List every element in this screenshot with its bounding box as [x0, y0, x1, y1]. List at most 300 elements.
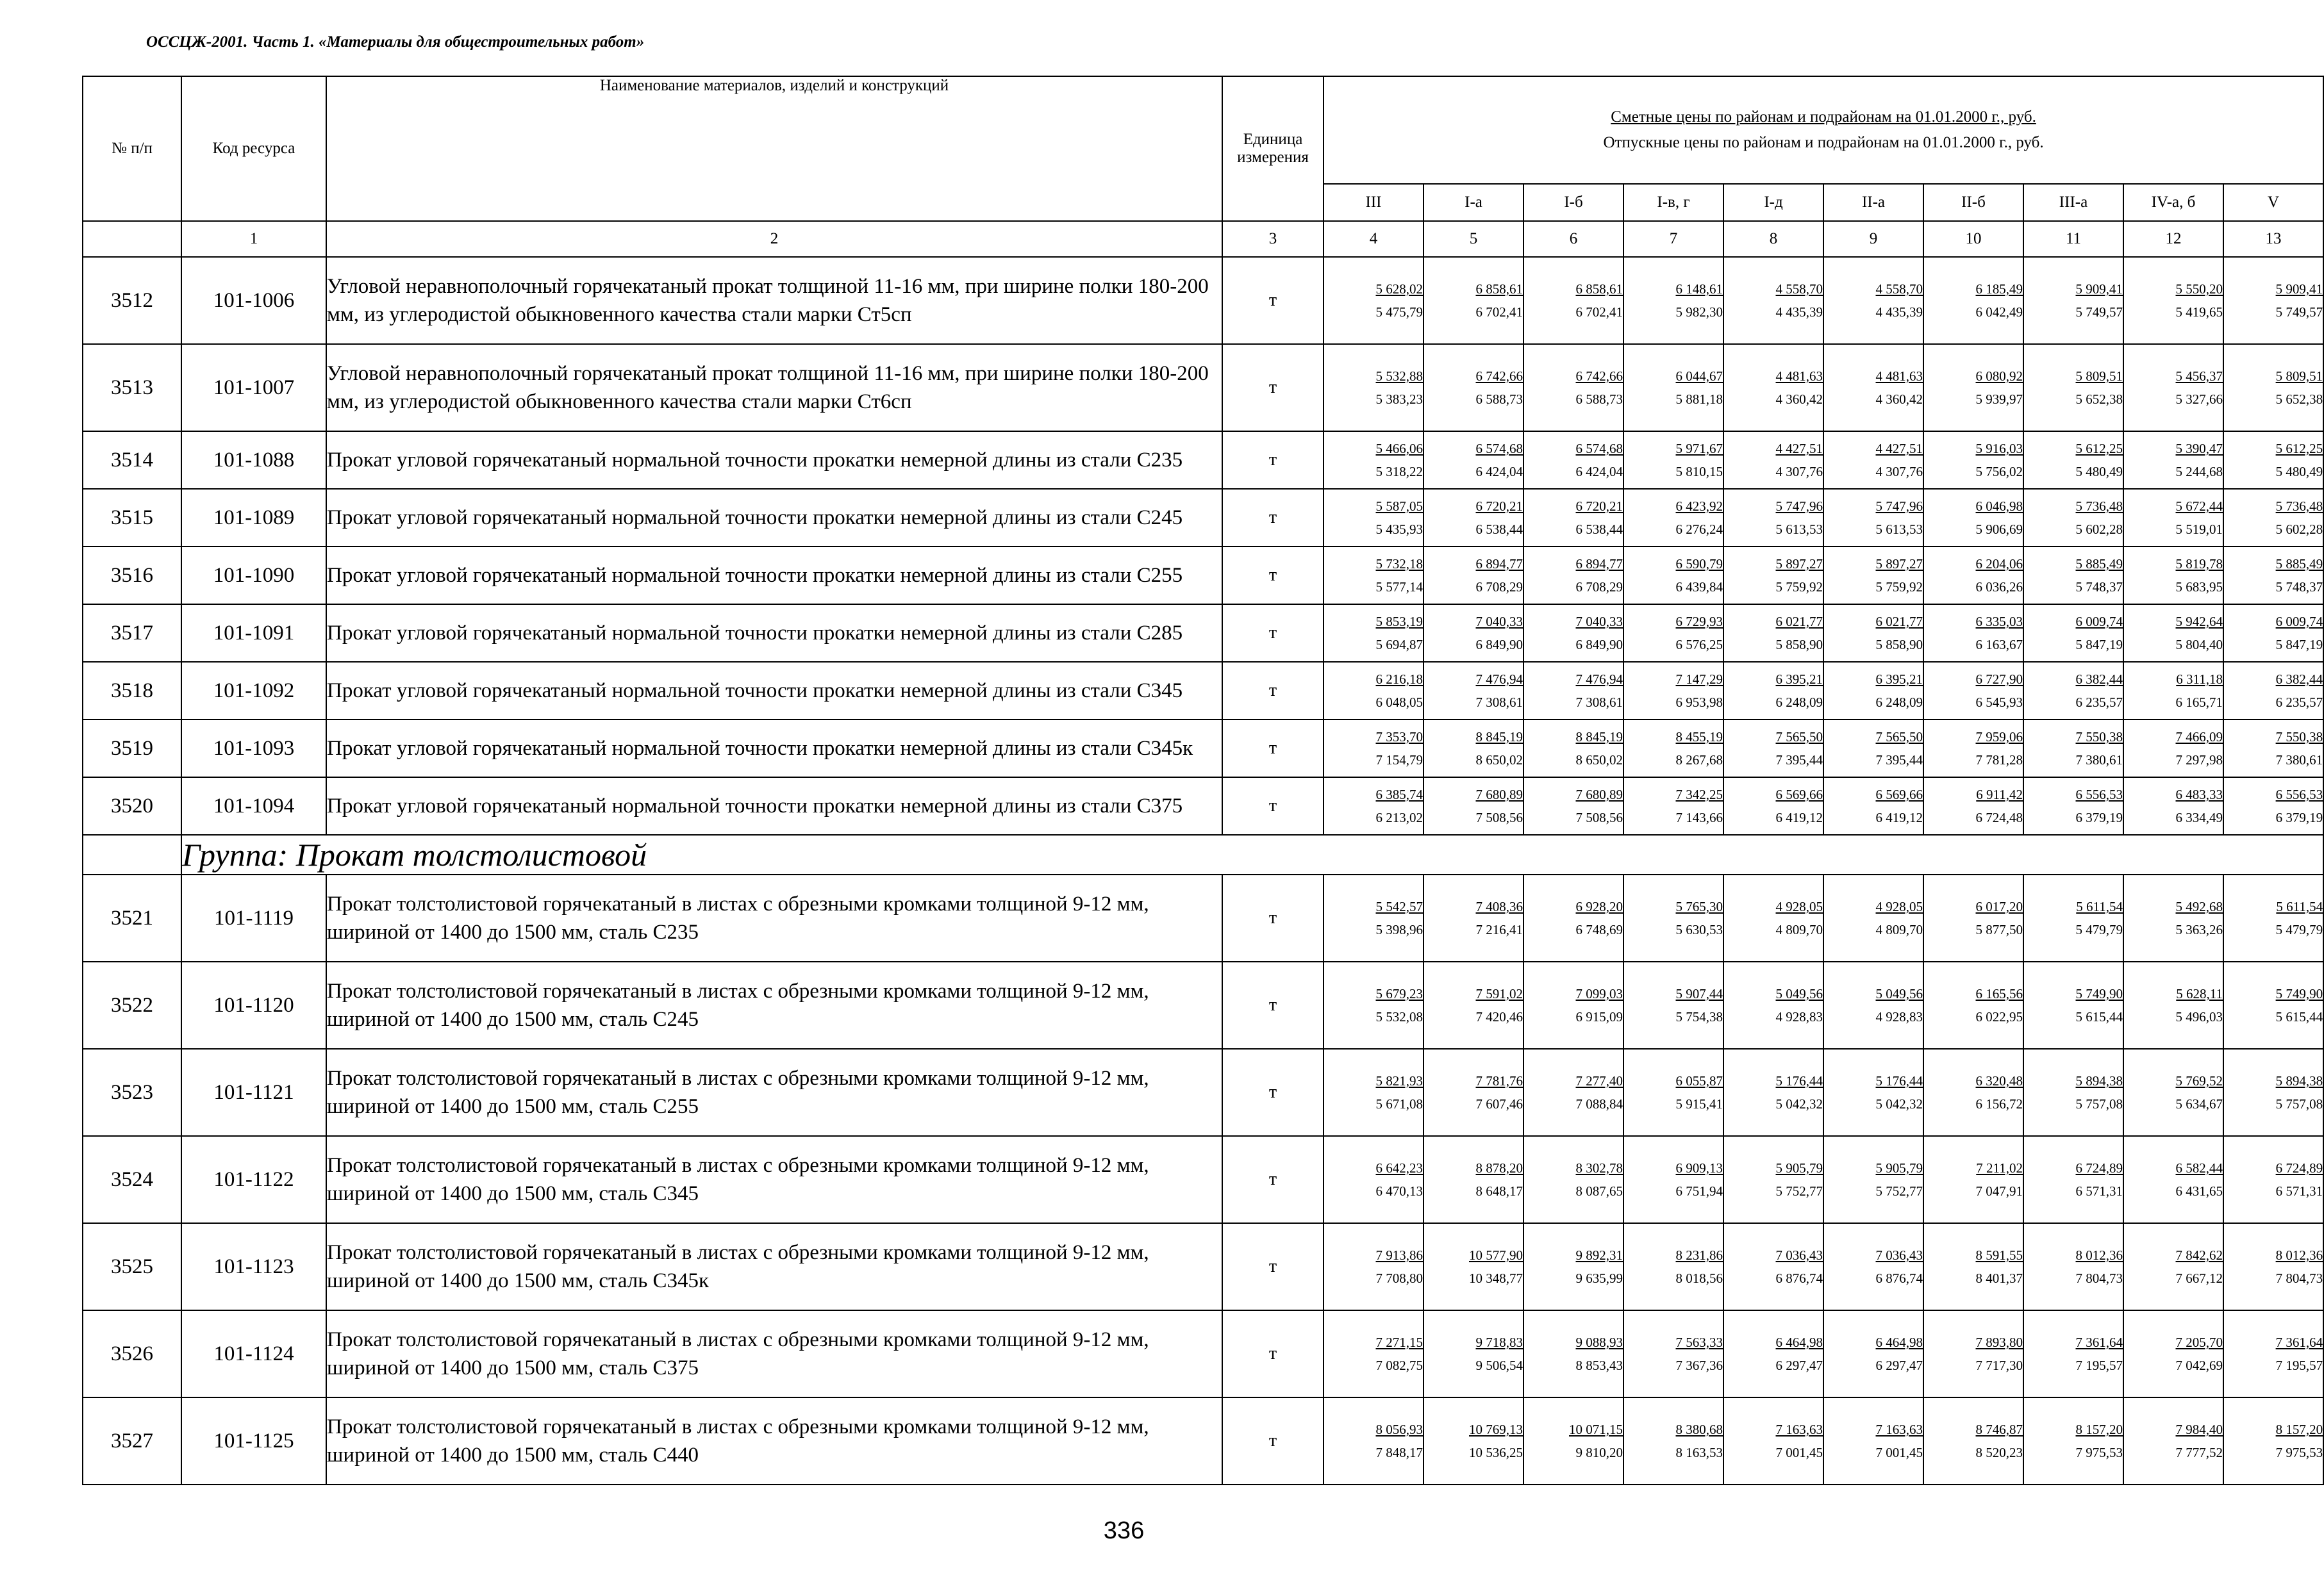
price-cell	[1324, 1049, 1423, 1136]
release-price: 5 475,79	[1375, 304, 1423, 320]
estimate-price: 7 680,89	[1475, 787, 1523, 802]
estimate-price: 5 532,88	[1375, 368, 1423, 384]
price-cell	[2123, 1397, 2223, 1485]
release-price: 5 858,90	[1775, 637, 1823, 652]
release-price: 7 042,69	[2175, 1358, 2223, 1373]
estimate-price: 6 483,33	[2175, 787, 2223, 802]
price-cell	[1823, 1310, 1923, 1397]
price-cell	[1623, 1223, 1723, 1310]
price-cell	[1623, 489, 1723, 547]
estimate-price: 8 231,86	[1675, 1247, 1723, 1263]
release-price: 6 213,02	[1375, 810, 1423, 825]
estimate-price: 7 271,15	[1375, 1335, 1423, 1350]
estimate-price: 6 382,44	[2075, 671, 2123, 687]
release-price: 5 754,38	[1675, 1009, 1723, 1025]
estimate-price: 7 163,63	[1875, 1422, 1923, 1437]
price-cell	[1623, 431, 1723, 489]
estimate-price: 6 464,98	[1775, 1335, 1823, 1350]
table-row	[83, 662, 2323, 720]
price-cell	[1923, 1397, 2023, 1485]
price-cell	[1423, 489, 1523, 547]
price-cell	[1823, 1049, 1923, 1136]
release-price: 5 749,57	[2075, 304, 2123, 320]
estimate-price: 5 819,78	[2175, 556, 2223, 572]
release-price: 7 848,17	[1375, 1445, 1423, 1460]
release-price: 6 248,09	[1775, 695, 1823, 710]
price-cell	[1423, 604, 1523, 662]
release-price: 8 650,02	[1575, 752, 1623, 768]
material-name: Прокат угловой горячекатаный нормальной точности прокатки немерной длины из стали С345к	[326, 720, 1222, 777]
page-number: 336	[1103, 1517, 1145, 1544]
estimate-price: 7 040,33	[1575, 614, 1623, 629]
price-cell	[1423, 547, 1523, 604]
resource-code: 101-1120	[181, 962, 326, 1049]
price-cell	[2123, 257, 2223, 344]
release-price: 6 036,26	[1975, 579, 2023, 595]
release-price: 5 757,08	[2275, 1096, 2323, 1112]
estimate-price: 5 747,96	[1775, 498, 1823, 514]
estimate-price: 5 466,06	[1375, 441, 1423, 456]
release-price: 5 615,44	[2275, 1009, 2323, 1025]
table-row	[83, 547, 2323, 604]
release-price: 6 545,93	[1975, 695, 2023, 710]
release-price: 6 431,65	[2175, 1183, 2223, 1199]
release-price: 8 520,23	[1975, 1445, 2023, 1460]
release-price: 4 360,42	[1875, 391, 1923, 407]
price-cell	[1623, 344, 1723, 431]
row-number: 3522	[83, 962, 181, 1049]
release-price: 6 849,90	[1475, 637, 1523, 652]
price-cell	[1423, 720, 1523, 777]
estimate-price: 6 582,44	[2175, 1160, 2223, 1176]
price-table	[82, 76, 2324, 1485]
price-cell	[2123, 662, 2223, 720]
price-cell	[2223, 431, 2323, 489]
estimate-price: 10 071,15	[1569, 1422, 1623, 1437]
estimate-price: 5 905,79	[1875, 1160, 1923, 1176]
estimate-price: 5 628,11	[2176, 986, 2223, 1001]
release-price: 6 538,44	[1575, 522, 1623, 537]
estimate-price: 6 556,53	[2275, 787, 2323, 802]
estimate-price: 7 565,50	[1875, 729, 1923, 745]
estimate-price: 7 466,09	[2175, 729, 2223, 745]
price-cell	[1923, 1223, 2023, 1310]
estimate-price: 6 185,49	[1975, 281, 2023, 297]
estimate-price: 5 732,18	[1375, 556, 1423, 572]
district-header: IV-а, б	[2123, 184, 2223, 221]
material-name: Прокат угловой горячекатаный нормальной точности прокатки немерной длины из стали С285	[326, 604, 1222, 662]
column-number: 6	[1523, 221, 1623, 257]
price-cell	[2123, 1136, 2223, 1223]
release-price: 6 419,12	[1875, 810, 1923, 825]
release-price: 5 906,69	[1975, 522, 2023, 537]
release-price: 7 308,61	[1575, 695, 1623, 710]
release-price: 6 571,31	[2075, 1183, 2123, 1199]
price-cell	[2023, 777, 2123, 835]
price-cell	[2023, 604, 2123, 662]
price-cell	[2223, 604, 2323, 662]
price-cell	[2123, 344, 2223, 431]
release-price: 5 982,30	[1675, 304, 1723, 320]
release-price: 6 048,05	[1375, 695, 1423, 710]
release-price: 7 297,98	[2175, 752, 2223, 768]
price-cell	[1623, 875, 1723, 962]
release-price: 9 810,20	[1575, 1445, 1623, 1460]
price-cell	[1723, 257, 1823, 344]
estimate-price: 5 853,19	[1375, 614, 1423, 629]
estimate-price: 6 911,42	[1976, 787, 2023, 802]
estimate-price: 4 427,51	[1875, 441, 1923, 456]
material-name: Прокат толстолистовой горячекатаный в листах с обрезными кромками толщиной 9-12 мм, шириной от 1400 до 1500 мм, сталь С345к	[326, 1223, 1222, 1310]
price-cell	[1823, 344, 1923, 431]
column-number: 8	[1723, 221, 1823, 257]
price-cell	[1823, 431, 1923, 489]
estimate-price: 5 736,48	[2275, 498, 2323, 514]
price-cell	[2223, 962, 2323, 1049]
estimate-price: 5 749,90	[2075, 986, 2123, 1001]
release-price: 5 881,18	[1675, 391, 1723, 407]
price-cell	[2023, 547, 2123, 604]
unit-of-measure: т	[1222, 1310, 1324, 1397]
material-name: Прокат угловой горячекатаный нормальной точности прокатки немерной длины из стали С235	[326, 431, 1222, 489]
estimate-price: 8 157,20	[2075, 1422, 2123, 1437]
release-price: 7 154,79	[1375, 752, 1423, 768]
row-number: 3524	[83, 1136, 181, 1223]
estimate-price: 7 040,33	[1475, 614, 1523, 629]
release-price: 7 001,45	[1775, 1445, 1823, 1460]
price-cell	[1324, 1310, 1423, 1397]
release-price: 7 420,46	[1475, 1009, 1523, 1025]
price-cell	[1423, 431, 1523, 489]
price-cell	[1324, 1397, 1423, 1485]
estimate-price: 5 679,23	[1375, 986, 1423, 1001]
price-cell	[1923, 962, 2023, 1049]
resource-code: 101-1121	[181, 1049, 326, 1136]
estimate-price: 7 361,64	[2075, 1335, 2123, 1350]
estimate-price: 6 009,74	[2075, 614, 2123, 629]
row-number: 3520	[83, 777, 181, 835]
column-number: 10	[1923, 221, 2023, 257]
estimate-price: 7 147,29	[1675, 671, 1723, 687]
release-price: 7 395,44	[1775, 752, 1823, 768]
release-price: 7 975,53	[2275, 1445, 2323, 1460]
release-price: 6 876,74	[1875, 1271, 1923, 1286]
price-cell	[2023, 1310, 2123, 1397]
estimate-price: 5 942,64	[2175, 614, 2223, 629]
price-cell	[1823, 962, 1923, 1049]
price-cell	[1623, 662, 1723, 720]
estimate-price: 6 858,61	[1475, 281, 1523, 297]
unit-of-measure: т	[1222, 431, 1324, 489]
price-cell	[1523, 547, 1623, 604]
price-cell	[1523, 875, 1623, 962]
price-cell	[2223, 1310, 2323, 1397]
release-price: 7 082,75	[1375, 1358, 1423, 1373]
estimate-price: 8 878,20	[1475, 1160, 1523, 1176]
release-price: 6 702,41	[1475, 304, 1523, 320]
release-price: 5 748,37	[2275, 579, 2323, 595]
estimate-price: 5 176,44	[1775, 1073, 1823, 1089]
price-cell	[2123, 489, 2223, 547]
price-cell	[1423, 1397, 1523, 1485]
release-price: 5 613,53	[1875, 522, 1923, 537]
price-cell	[1723, 344, 1823, 431]
estimate-price: 5 587,05	[1375, 498, 1423, 514]
estimate-price: 8 012,36	[2075, 1247, 2123, 1263]
release-price: 5 519,01	[2175, 522, 2223, 537]
release-price: 5 318,22	[1375, 464, 1423, 479]
release-price: 6 538,44	[1475, 522, 1523, 537]
price-cell	[1923, 604, 2023, 662]
unit-of-measure: т	[1222, 720, 1324, 777]
release-price: 6 588,73	[1475, 391, 1523, 407]
estimate-price: 7 781,76	[1475, 1073, 1523, 1089]
release-price: 5 694,87	[1375, 637, 1423, 652]
estimate-price: 5 672,44	[2175, 498, 2223, 514]
release-price: 7 088,84	[1575, 1096, 1623, 1112]
release-price: 5 915,41	[1675, 1096, 1723, 1112]
resource-code: 101-1093	[181, 720, 326, 777]
release-price: 5 877,50	[1975, 922, 2023, 937]
estimate-price: 4 558,70	[1875, 281, 1923, 297]
estimate-price: 8 056,93	[1375, 1422, 1423, 1437]
price-cell	[2023, 662, 2123, 720]
release-price: 7 001,45	[1875, 1445, 1923, 1460]
price-cell	[2223, 875, 2323, 962]
price-cell	[2023, 1136, 2123, 1223]
district-header: III-а	[2023, 184, 2123, 221]
estimate-price: 5 821,93	[1375, 1073, 1423, 1089]
material-name: Прокат угловой горячекатаный нормальной точности прокатки немерной длины из стали С255	[326, 547, 1222, 604]
estimate-price: 6 724,89	[2075, 1160, 2123, 1176]
price-cell	[1523, 777, 1623, 835]
estimate-price: 5 542,57	[1375, 899, 1423, 914]
district-header: II-а	[1823, 184, 1923, 221]
price-cell	[2123, 604, 2223, 662]
estimate-price: 7 565,50	[1775, 729, 1823, 745]
column-header-unit: Единица измерения	[1222, 76, 1324, 221]
material-name: Прокат угловой горячекатаный нормальной точности прокатки немерной длины из стали С245	[326, 489, 1222, 547]
release-price: 7 508,56	[1575, 810, 1623, 825]
resource-code: 101-1124	[181, 1310, 326, 1397]
release-price: 10 536,25	[1469, 1445, 1523, 1460]
estimate-price: 8 302,78	[1575, 1160, 1623, 1176]
price-cell	[2223, 662, 2323, 720]
release-price: 6 424,04	[1575, 464, 1623, 479]
district-header: II-б	[1923, 184, 2023, 221]
unit-of-measure: т	[1222, 662, 1324, 720]
release-price: 5 847,19	[2275, 637, 2323, 652]
estimate-price: 7 842,62	[2175, 1247, 2223, 1263]
release-price: 5 577,14	[1375, 579, 1423, 595]
price-cell	[2223, 720, 2323, 777]
row-number: 3527	[83, 1397, 181, 1485]
price-cell	[1823, 662, 1923, 720]
estimate-price: 6 165,56	[1975, 986, 2023, 1001]
estimate-price: 5 176,44	[1875, 1073, 1923, 1089]
column-number: 2	[326, 221, 1222, 257]
unit-of-measure: т	[1222, 1397, 1324, 1485]
price-cell	[1423, 1223, 1523, 1310]
estimate-price: 6 569,66	[1775, 787, 1823, 802]
estimate-price: 6 385,74	[1375, 787, 1423, 802]
release-price: 5 939,97	[1975, 391, 2023, 407]
estimate-price: 7 476,94	[1475, 671, 1523, 687]
release-price: 5 480,49	[2075, 464, 2123, 479]
release-price: 5 671,08	[1375, 1096, 1423, 1112]
release-price: 7 975,53	[2075, 1445, 2123, 1460]
unit-of-measure: т	[1222, 547, 1324, 604]
estimate-price: 6 742,66	[1575, 368, 1623, 384]
price-cell	[1623, 777, 1723, 835]
estimate-price: 8 591,55	[1975, 1247, 2023, 1263]
estimate-price: 8 845,19	[1575, 729, 1623, 745]
estimate-price: 7 211,02	[1976, 1160, 2023, 1176]
release-price: 4 809,70	[1775, 922, 1823, 937]
estimate-price: 5 885,49	[2075, 556, 2123, 572]
estimate-price: 5 390,47	[2175, 441, 2223, 456]
release-price: 5 398,96	[1375, 922, 1423, 937]
estimate-price: 4 481,63	[1775, 368, 1823, 384]
table-row	[83, 962, 2323, 1049]
release-price: 6 297,47	[1775, 1358, 1823, 1373]
release-price: 7 380,61	[2275, 752, 2323, 768]
estimate-price: 7 550,38	[2275, 729, 2323, 745]
price-cell	[2123, 962, 2223, 1049]
estimate-price: 4 558,70	[1775, 281, 1823, 297]
price-cell	[1923, 547, 2023, 604]
estimate-price: 8 157,20	[2275, 1422, 2323, 1437]
column-number: 3	[1222, 221, 1324, 257]
estimate-price: 5 909,41	[2075, 281, 2123, 297]
table-row	[83, 1049, 2323, 1136]
price-cell	[1823, 777, 1923, 835]
group-row	[83, 835, 2323, 875]
unit-of-measure: т	[1222, 489, 1324, 547]
price-cell	[1823, 1223, 1923, 1310]
release-price: 6 379,19	[2275, 810, 2323, 825]
release-price: 7 308,61	[1475, 695, 1523, 710]
price-cell	[2023, 962, 2123, 1049]
release-price: 4 435,39	[1775, 304, 1823, 320]
release-price: 5 804,40	[2175, 637, 2223, 652]
column-number: 13	[2223, 221, 2323, 257]
release-price: 5 752,77	[1875, 1183, 1923, 1199]
release-price: 5 752,77	[1775, 1183, 1823, 1199]
unit-of-measure: т	[1222, 1136, 1324, 1223]
column-header-no: № п/п	[83, 76, 181, 221]
estimate-price: 5 628,02	[1375, 281, 1423, 297]
price-cell	[1423, 1310, 1523, 1397]
estimate-price: 6 148,61	[1675, 281, 1723, 297]
estimate-price: 6 021,77	[1875, 614, 1923, 629]
estimate-price: 6 311,18	[2176, 671, 2223, 687]
release-price: 4 809,70	[1875, 922, 1923, 937]
release-price: 6 470,13	[1375, 1183, 1423, 1199]
estimate-price: 10 769,13	[1469, 1422, 1523, 1437]
table-row	[83, 1397, 2323, 1485]
resource-code: 101-1094	[181, 777, 326, 835]
price-cell	[1723, 962, 1823, 1049]
estimate-price: 7 984,40	[2175, 1422, 2223, 1437]
resource-code: 101-1088	[181, 431, 326, 489]
estimate-price: 7 563,33	[1675, 1335, 1723, 1350]
estimate-price: 9 892,31	[1575, 1247, 1623, 1263]
estimate-price: 7 205,70	[2175, 1335, 2223, 1350]
row-number: 3514	[83, 431, 181, 489]
release-price: 5 652,38	[2275, 391, 2323, 407]
release-price: 6 248,09	[1875, 695, 1923, 710]
estimate-price: 6 724,89	[2275, 1160, 2323, 1176]
price-cell	[1523, 1049, 1623, 1136]
price-cell	[2223, 489, 2323, 547]
release-price: 7 667,12	[2175, 1271, 2223, 1286]
estimate-price: 5 049,56	[1775, 986, 1823, 1001]
table-row	[83, 1223, 2323, 1310]
release-price: 5 759,92	[1775, 579, 1823, 595]
prices-release-caption: Отпускные цены по районам и подрайонам на 01.01.2000 г., руб.	[1603, 134, 2044, 151]
estimate-price: 5 905,79	[1775, 1160, 1823, 1176]
estimate-price: 6 574,68	[1575, 441, 1623, 456]
row-number: 3523	[83, 1049, 181, 1136]
release-price: 6 235,57	[2075, 695, 2123, 710]
release-price: 5 757,08	[2075, 1096, 2123, 1112]
estimate-price: 5 611,54	[2276, 899, 2323, 914]
column-number-row	[83, 221, 2323, 257]
row-number: 3513	[83, 344, 181, 431]
estimate-price: 6 055,87	[1675, 1073, 1723, 1089]
release-price: 4 307,76	[1875, 464, 1923, 479]
release-price: 5 435,93	[1375, 522, 1423, 537]
price-cell	[2123, 1310, 2223, 1397]
estimate-price: 5 769,52	[2175, 1073, 2223, 1089]
price-cell	[1623, 1049, 1723, 1136]
column-number-empty	[83, 221, 181, 257]
price-cell	[1324, 344, 1423, 431]
price-cell	[2123, 547, 2223, 604]
estimate-price: 7 036,43	[1775, 1247, 1823, 1263]
estimate-price: 8 845,19	[1475, 729, 1523, 745]
release-price: 7 777,52	[2175, 1445, 2223, 1460]
release-price: 7 708,80	[1375, 1271, 1423, 1286]
resource-code: 101-1122	[181, 1136, 326, 1223]
estimate-price: 6 590,79	[1675, 556, 1723, 572]
price-cell	[2123, 1223, 2223, 1310]
price-cell	[1923, 777, 2023, 835]
price-cell	[2223, 344, 2323, 431]
price-cell	[2023, 875, 2123, 962]
estimate-price: 6 574,68	[1475, 441, 1523, 456]
estimate-price: 6 216,18	[1375, 671, 1423, 687]
resource-code: 101-1092	[181, 662, 326, 720]
price-cell	[1324, 1223, 1423, 1310]
price-cell	[1923, 662, 2023, 720]
estimate-price: 6 395,21	[1775, 671, 1823, 687]
estimate-price: 5 971,67	[1675, 441, 1723, 456]
estimate-price: 10 577,90	[1469, 1247, 1523, 1263]
estimate-price: 6 742,66	[1475, 368, 1523, 384]
district-header: I-д	[1723, 184, 1823, 221]
release-price: 6 439,84	[1675, 579, 1723, 595]
estimate-price: 5 612,25	[2075, 441, 2123, 456]
release-price: 6 165,71	[2175, 695, 2223, 710]
column-number: 9	[1823, 221, 1923, 257]
release-price: 8 648,17	[1475, 1183, 1523, 1199]
estimate-price: 6 017,20	[1975, 899, 2023, 914]
estimate-price: 6 720,21	[1475, 498, 1523, 514]
estimate-price: 8 455,19	[1675, 729, 1723, 745]
price-cell	[1523, 257, 1623, 344]
